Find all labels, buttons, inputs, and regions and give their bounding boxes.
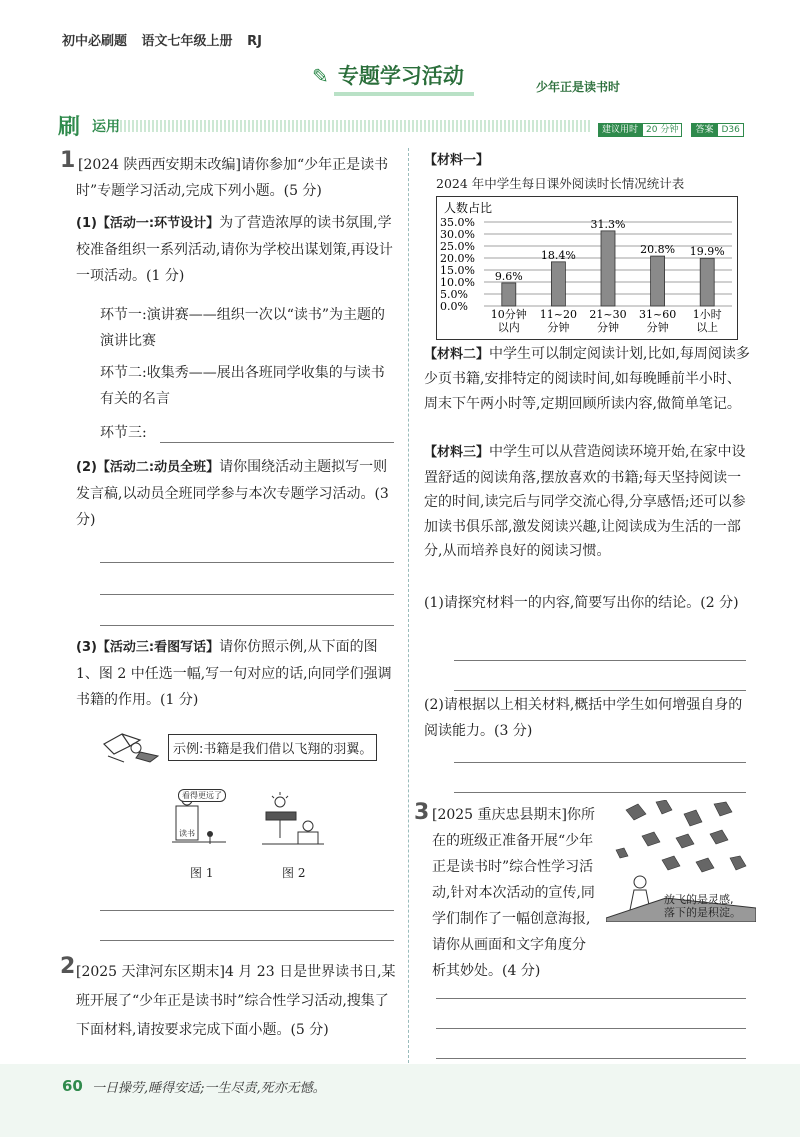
q1-sub2-tag: (2)【活动二:动员全班】	[76, 460, 220, 475]
material2-label: 【材料二】	[424, 347, 490, 362]
q1-sub1	[76, 210, 396, 289]
answer-line	[436, 998, 746, 999]
x-tick-label: 以内	[497, 321, 520, 334]
material2	[424, 342, 750, 417]
answer-line	[436, 1058, 746, 1059]
answer-line	[100, 940, 394, 941]
time-value: 20 分钟	[642, 123, 682, 137]
figure-2-caption: 图 2	[282, 866, 306, 880]
page-number: 60	[62, 1077, 83, 1095]
subject-name: 语文七年级上册	[141, 34, 233, 49]
bar-chart	[436, 196, 738, 340]
y-tick-label: 10.0%	[440, 276, 475, 289]
footer-motto: 一日操劳,睡得安适;一生尽责,死亦无憾。	[92, 1081, 326, 1096]
figure-1-caption: 图 1	[190, 866, 214, 880]
q1-link1: 环节一:演讲赛——组织一次以“读书”为主题的演讲比赛	[100, 307, 386, 349]
q2-sub1: (1)请探究材料一的内容,简要写出你的结论。(2 分)	[424, 595, 739, 611]
y-tick-label: 30.0%	[440, 228, 475, 241]
q1-intro: [2024 陕西西安期末改编]请你参加“少年正是读书时”专题学习活动,完成下列小题。(5 分)	[76, 157, 389, 199]
answer-label: 答案	[691, 123, 717, 137]
y-tick-label: 0.0%	[440, 300, 468, 313]
q1-sub1-text: 为了营造浓厚的读书氛围,学校准备组织一系列活动,请你为学校出谋划策,再设计一项活动。(1 分)	[76, 215, 393, 284]
q3-intro: [2025 重庆忠县期末]你所在的班级正准备开展“少年正是读书时”综合性学习活动,针对本次活动的宣传,同学们制作了一幅创意海报,请你从画面和文字角度分析其妙处。(4 分)	[432, 807, 596, 979]
bar-value-label: 18.4%	[540, 248, 576, 262]
q1-link2: 环节二:收集秀——展出各班同学收集的与读书有关的名言	[100, 365, 385, 407]
column-divider	[408, 148, 409, 1063]
q1-sub3-text: 请你仿照示例,从下面的图 1、图 2 中任选一幅,写一句对应的话,向同学们强调书籍的作用。(1 分)	[76, 639, 392, 708]
time-and-answer	[598, 117, 744, 136]
q2-intro: [2025 天津河东区期末]4 月 23 日是世界读书日,某班开展了“少年正是读书时”综合性学习活动,搜集了下面材料,请按要求完成下面小题。(5 分)	[76, 964, 396, 1038]
q2-sub2: (2)请根据以上相关材料,概括中学生如何增强自身的阅读能力。(3 分)	[424, 697, 743, 739]
bar	[551, 262, 565, 306]
bar-value-label: 9.6%	[494, 269, 523, 283]
y-tick-label: 25.0%	[440, 240, 475, 253]
q1-link3-label: 环节三:	[100, 425, 147, 441]
q1-sub1-tag: (1)【活动一:环节设计】	[76, 216, 220, 231]
yunyong-label: 运用	[92, 119, 120, 135]
answer-line	[454, 660, 746, 661]
chart-title: 2024 年中学生每日课外阅读时长情况统计表	[436, 176, 685, 191]
book-name: 初中必刷题	[62, 34, 128, 49]
x-tick-label: 11~20	[539, 308, 578, 321]
figure-1-bubble: 看得更远了	[178, 789, 226, 802]
bar	[651, 256, 665, 306]
section-title-wrap	[312, 58, 474, 96]
bar	[700, 258, 714, 306]
pencil-icon: ✎	[312, 64, 329, 88]
y-tick-label: 15.0%	[440, 264, 475, 277]
q1-number: 1	[60, 148, 76, 173]
q2-number: 2	[60, 954, 76, 979]
material2-text: 中学生可以制定阅读计划,比如,每周阅读多少页书籍,安排特定的阅读时间,如每晚睡前半小时、周末下午两小时等,定期回顾所读内容,做简单笔记。	[424, 346, 750, 412]
figure-2-illustration	[258, 790, 328, 850]
figure-1-book-label: 读书	[179, 829, 195, 838]
x-tick-label: 分钟	[597, 321, 619, 334]
answer-line	[436, 1028, 746, 1029]
q3-number: 3	[414, 800, 430, 825]
answer-line	[100, 562, 394, 563]
answer-line	[454, 792, 746, 793]
x-tick-label: 1小时	[692, 308, 722, 321]
poster-line-1: 放飞的是灵感,	[664, 893, 734, 906]
x-tick-label: 分钟	[547, 321, 570, 334]
time-label: 建议用时	[598, 123, 642, 137]
x-tick-label: 21~30	[589, 308, 627, 321]
material3	[424, 440, 750, 564]
y-tick-label: 20.0%	[440, 252, 475, 265]
decorative-band	[120, 120, 590, 132]
answer-line	[100, 625, 394, 626]
flying-reader-illustration	[100, 726, 166, 766]
x-tick-label: 分钟	[646, 321, 669, 334]
bar-value-label: 19.9%	[689, 245, 725, 259]
y-tick-label: 5.0%	[440, 288, 468, 301]
answer-line	[454, 690, 746, 691]
q3-intro-part	[432, 802, 598, 984]
q1-sub2-text: 请你围绕活动主题拟写一则发言稿,以动员全班同学参与本次专题学习活动。(3 分)	[76, 459, 389, 528]
y-axis-label: 人数占比	[444, 201, 493, 215]
edition: RJ	[247, 34, 262, 49]
section-subtitle: 少年正是读书时	[536, 80, 621, 94]
bar	[502, 283, 516, 306]
bar-value-label: 20.8%	[640, 243, 676, 257]
material3-text: 中学生可以从营造阅读环境开始,在家中设置舒适的阅读角落,摆放喜欢的书籍;每天坚持阅读一定的时间,读完后与同学交流心得,分享感悟;还可以参加读书俱乐部,激发阅读兴趣,让阅读成为生活的一部分,从而培养良好的阅读习惯。	[424, 444, 746, 559]
q1-sub3	[76, 634, 396, 713]
answer-line-link3	[160, 442, 394, 443]
shua-label: 刷	[58, 115, 81, 140]
x-tick-label: 31~60	[638, 308, 677, 321]
answer-line	[454, 762, 746, 763]
poster-text	[664, 893, 741, 919]
x-tick-label: 10分钟	[490, 308, 527, 321]
example-box: 示例:书籍是我们借以飞翔的羽翼。	[168, 734, 377, 761]
section-title: 专题学习活动	[334, 58, 474, 96]
footer-band	[0, 1064, 800, 1137]
material1-label: 【材料一】	[424, 153, 490, 168]
bar	[601, 231, 615, 306]
answer-line	[100, 594, 394, 595]
running-header	[62, 30, 272, 49]
q1-sub2	[76, 454, 396, 533]
poster-line-2: 落下的是积淀。	[664, 906, 741, 919]
answer-line	[100, 910, 394, 911]
y-tick-label: 35.0%	[440, 216, 475, 229]
bar-value-label: 31.3%	[590, 217, 626, 231]
x-tick-label: 以上	[696, 321, 719, 334]
q1-sub3-tag: (3)【活动三:看图写话】	[76, 640, 220, 655]
material3-label: 【材料三】	[424, 445, 490, 460]
answer-page: D36	[717, 123, 743, 137]
